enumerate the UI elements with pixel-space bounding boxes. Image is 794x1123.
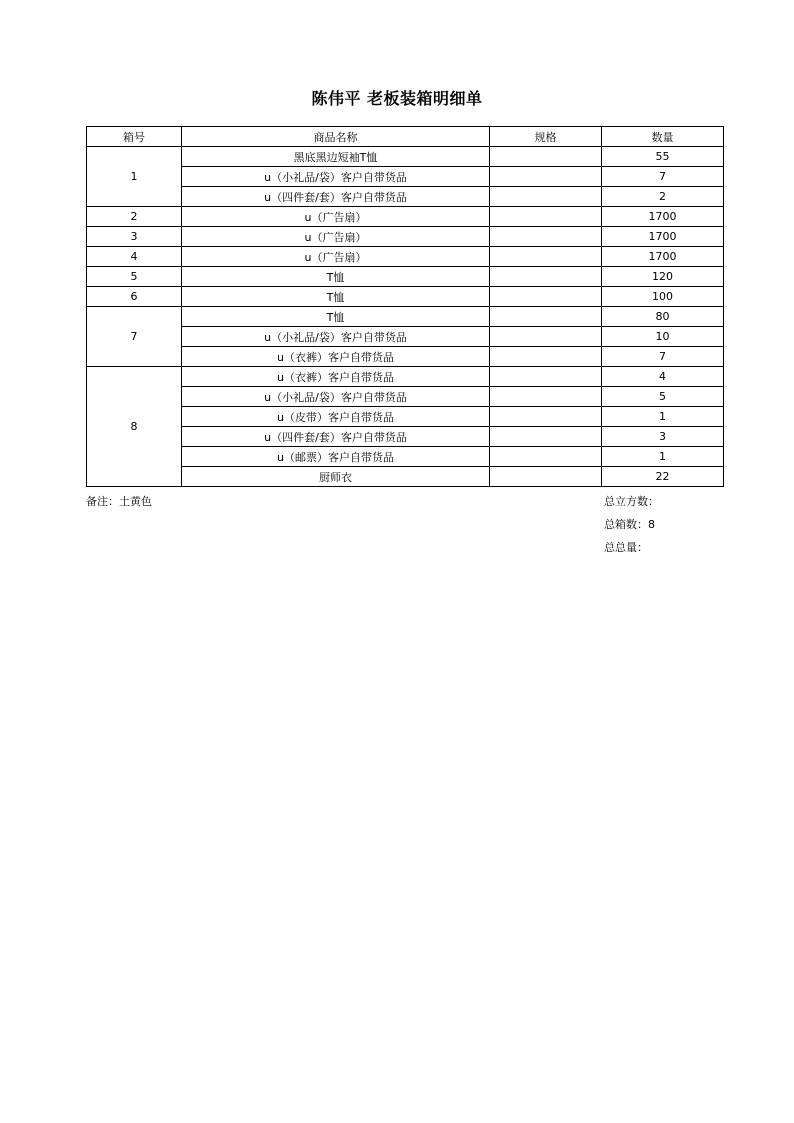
quantity-cell: 80 xyxy=(602,307,724,327)
product-name-cell: u（衣裤）客户自带货品 xyxy=(182,347,490,367)
spec-cell xyxy=(490,187,602,207)
box-number-cell: 7 xyxy=(87,307,182,367)
table-row xyxy=(87,327,724,347)
quantity-cell: 10 xyxy=(602,327,724,347)
spec-cell xyxy=(490,167,602,187)
table-row xyxy=(87,227,724,247)
summary-total-weight xyxy=(604,539,648,555)
spec-cell xyxy=(490,207,602,227)
header-quantity: 数量 xyxy=(602,127,724,147)
spec-cell xyxy=(490,327,602,347)
product-name-cell: u（广告扇） xyxy=(182,207,490,227)
table-row xyxy=(87,367,724,387)
quantity-cell: 1700 xyxy=(602,227,724,247)
quantity-cell: 3 xyxy=(602,427,724,447)
quantity-cell: 4 xyxy=(602,367,724,387)
spec-cell xyxy=(490,247,602,267)
spec-cell xyxy=(490,307,602,327)
spec-cell xyxy=(490,367,602,387)
spec-cell xyxy=(490,267,602,287)
product-name-cell: u（四件套/套）客户自带货品 xyxy=(182,427,490,447)
product-name-cell: u（广告扇） xyxy=(182,227,490,247)
table-row xyxy=(87,147,724,167)
summary-total-boxes xyxy=(604,516,655,532)
quantity-cell: 7 xyxy=(602,347,724,367)
box-number-cell: 3 xyxy=(87,227,182,247)
summary-total-volume xyxy=(604,493,659,509)
spec-cell xyxy=(490,427,602,447)
header-spec: 规格 xyxy=(490,127,602,147)
spec-cell xyxy=(490,347,602,367)
quantity-cell: 120 xyxy=(602,267,724,287)
quantity-cell: 100 xyxy=(602,287,724,307)
box-number-cell: 2 xyxy=(87,207,182,227)
product-name-cell: u（小礼品/袋）客户自带货品 xyxy=(182,387,490,407)
spec-cell xyxy=(490,447,602,467)
table-row xyxy=(87,347,724,367)
quantity-cell: 1 xyxy=(602,407,724,427)
table-body xyxy=(87,147,724,487)
table-row xyxy=(87,307,724,327)
remark-note: 备注：土黄色 xyxy=(86,495,152,508)
quantity-cell: 1700 xyxy=(602,247,724,267)
table-row xyxy=(87,167,724,187)
table-row xyxy=(87,387,724,407)
product-name-cell: T恤 xyxy=(182,267,490,287)
header-box-number: 箱号 xyxy=(87,127,182,147)
product-name-cell: u（邮票）客户自带货品 xyxy=(182,447,490,467)
packing-list-table xyxy=(86,126,724,487)
quantity-cell: 22 xyxy=(602,467,724,487)
table-row xyxy=(87,427,724,447)
table-row xyxy=(87,407,724,427)
table-row xyxy=(87,247,724,267)
quantity-cell: 1700 xyxy=(602,207,724,227)
table-header-row xyxy=(87,127,724,147)
quantity-cell: 2 xyxy=(602,187,724,207)
product-name-cell: u（小礼品/袋）客户自带货品 xyxy=(182,327,490,347)
spec-cell xyxy=(490,287,602,307)
summary-label: 总立方数： xyxy=(604,495,659,508)
product-name-cell: u（皮带）客户自带货品 xyxy=(182,407,490,427)
quantity-cell: 1 xyxy=(602,447,724,467)
spec-cell xyxy=(490,407,602,427)
box-number-cell: 8 xyxy=(87,367,182,487)
spec-cell xyxy=(490,147,602,167)
product-name-cell: u（小礼品/袋）客户自带货品 xyxy=(182,167,490,187)
box-number-cell: 1 xyxy=(87,147,182,207)
table-row xyxy=(87,207,724,227)
table-row xyxy=(87,467,724,487)
summary-label: 总箱数： xyxy=(604,518,648,531)
table-row xyxy=(87,187,724,207)
table-row xyxy=(87,287,724,307)
box-number-cell: 4 xyxy=(87,247,182,267)
spec-cell xyxy=(490,387,602,407)
summary-label: 总总量： xyxy=(604,541,648,554)
product-name-cell: 黑底黑边短袖T恤 xyxy=(182,147,490,167)
product-name-cell: T恤 xyxy=(182,287,490,307)
product-name-cell: 厨师衣 xyxy=(182,467,490,487)
page-title: 陈伟平 老板装箱明细单 xyxy=(311,89,483,108)
table-row xyxy=(87,267,724,287)
box-number-cell: 5 xyxy=(87,267,182,287)
spec-cell xyxy=(490,467,602,487)
quantity-cell: 55 xyxy=(602,147,724,167)
header-product-name: 商品名称 xyxy=(182,127,490,147)
product-name-cell: u（四件套/套）客户自带货品 xyxy=(182,187,490,207)
spec-cell xyxy=(490,227,602,247)
box-number-cell: 6 xyxy=(87,287,182,307)
quantity-cell: 7 xyxy=(602,167,724,187)
product-name-cell: T恤 xyxy=(182,307,490,327)
table-row xyxy=(87,447,724,467)
product-name-cell: u（衣裤）客户自带货品 xyxy=(182,367,490,387)
summary-value: 8 xyxy=(648,518,655,531)
quantity-cell: 5 xyxy=(602,387,724,407)
product-name-cell: u（广告扇） xyxy=(182,247,490,267)
